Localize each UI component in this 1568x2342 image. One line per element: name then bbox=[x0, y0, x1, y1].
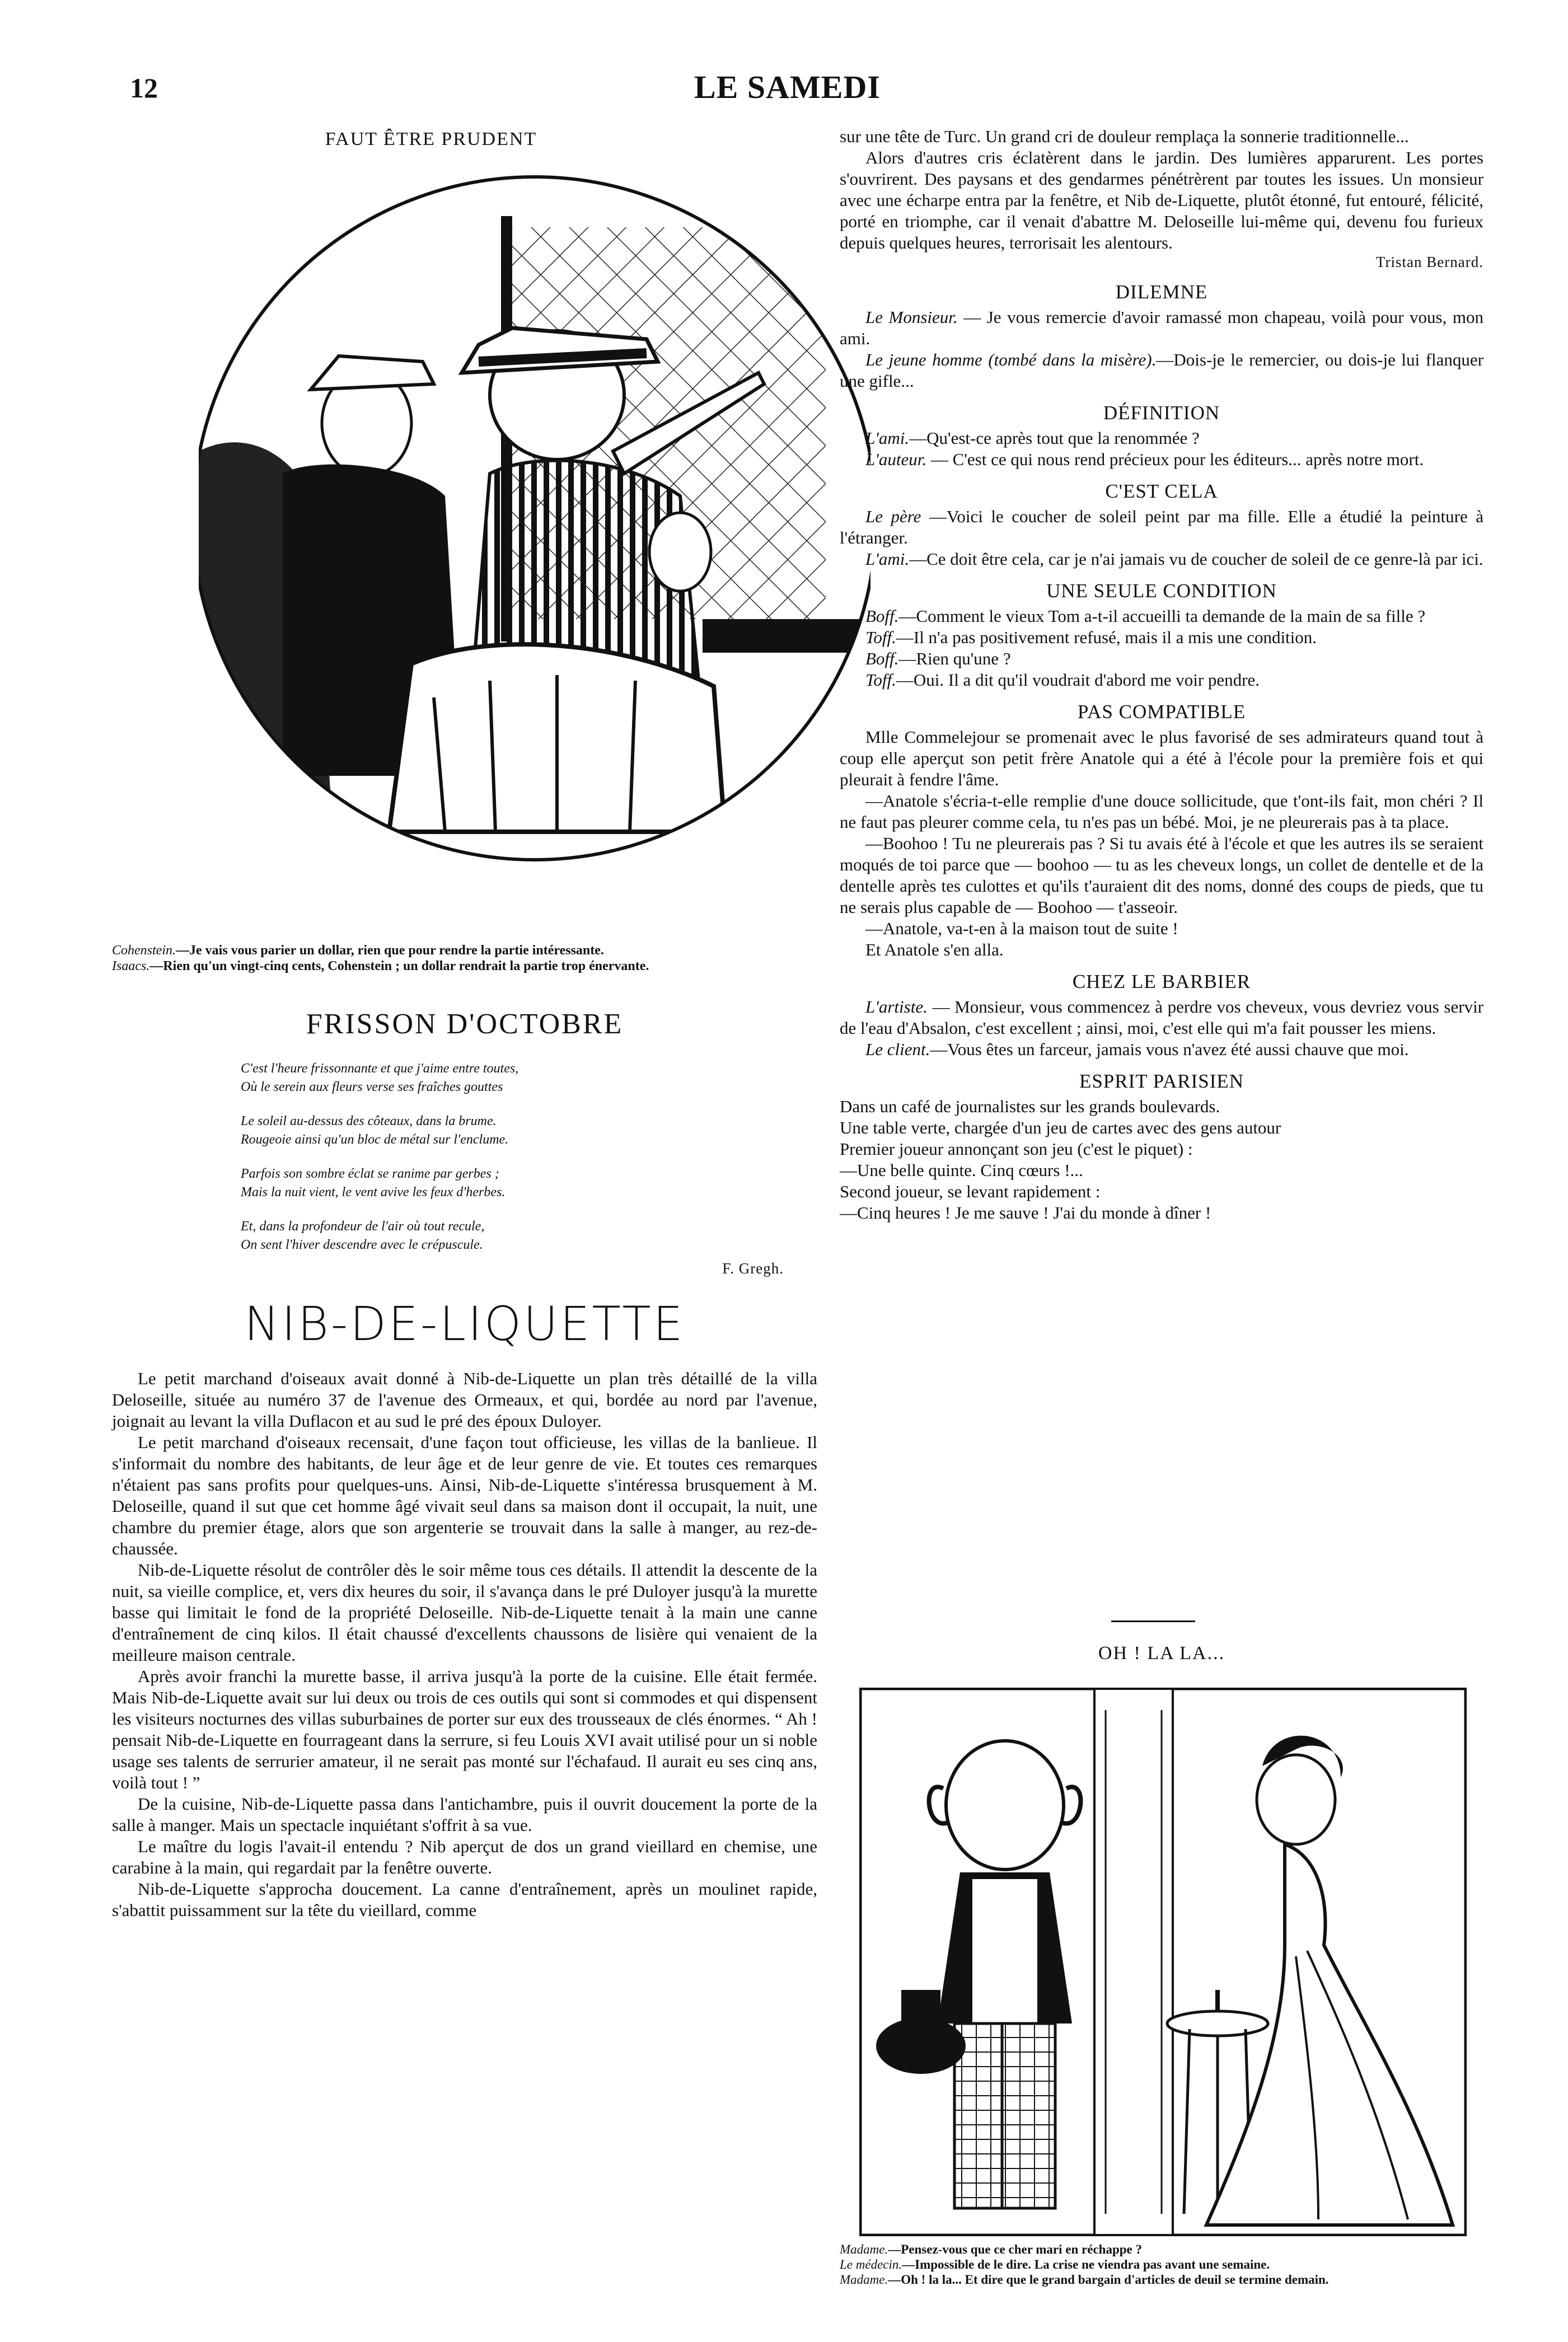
dialogue-line: Toff.—Il n'a pas positivement refusé, mais il a mis une condition. bbox=[865, 627, 1317, 647]
dialogue-line: L'auteur. — C'est ce qui nous rend précieux pour les éditeurs... après notre mort. bbox=[865, 449, 1424, 469]
poem-line: On sent l'hiver descendre avec le crépuscule. bbox=[241, 1238, 483, 1252]
poem bbox=[112, 1060, 817, 1254]
poem-line: Et, dans la profondeur de l'air où tout recule, bbox=[241, 1219, 485, 1234]
poem-author: F. Gregh. bbox=[722, 1260, 784, 1277]
caption-line-1: Madame.—Pensez-vous que ce cher mari en réchappe ? bbox=[840, 2242, 1142, 2256]
separator-rule bbox=[1111, 1620, 1195, 1622]
dialogue-line: L'ami.—Ce doit être cela, car je n'ai jamais vu de coucher de soleil de ce genre-là par ici. bbox=[865, 549, 1483, 569]
caption-line-2: Isaacs.—Rien qu'un vingt-cinq cents, Cohenstein ; un dollar rendrait la partie trop énervante. bbox=[112, 959, 649, 973]
dialogue-line: Boff.—Comment le vieux Tom a-t-il accueilli ta demande de la main de sa fille ? bbox=[865, 606, 1426, 626]
text-line: —Une belle quinte. Cinq cœurs !... bbox=[840, 1160, 1083, 1180]
caption-line-3: Madame.—Oh ! la la... Et dire que le grand bargain d'articles de deuil se termine demain. bbox=[840, 2273, 1329, 2287]
masthead-title: LE SAMEDI bbox=[694, 69, 881, 105]
cartoon2-title: OH ! LA LA... bbox=[1098, 1643, 1225, 1664]
story-continued-paragraph: sur une tête de Turc. Un grand cri de douleur remplaça la sonnerie traditionnelle... bbox=[840, 127, 1409, 146]
story-paragraph: Le petit marchand d'oiseaux avait donné à Nib-de-Liquette un plan très détaillé de la villa Deloseille, située au numéro 37 de l'avenue des Ormeaux, et qui, bordée au nord par l'avenue, joignait au levant la villa Duflacon et au sud le pré des époux Duloyer. bbox=[112, 1369, 817, 1431]
section-title-chez-le-barbier: CHEZ LE BARBIER bbox=[1072, 971, 1251, 992]
section-title-definition: DÉFINITION bbox=[1103, 402, 1220, 424]
poem-title: FRISSON D'OCTOBRE bbox=[306, 1008, 624, 1040]
poem-line: Rougeoie ainsi qu'un bloc de métal sur l'enclume. bbox=[241, 1132, 509, 1147]
poem-stanza-gap bbox=[241, 1149, 817, 1165]
cartoon2-caption bbox=[840, 2242, 1483, 2287]
cartoon-illustration bbox=[199, 160, 870, 933]
section-title-pas-compatible: PAS COMPATIBLE bbox=[1077, 701, 1246, 723]
left-column bbox=[112, 129, 817, 1921]
section-title-dilemne: DILEMNE bbox=[1115, 281, 1208, 303]
section-title-esprit-parisien: ESPRIT PARISIEN bbox=[1079, 1070, 1244, 1092]
story-paragraph: Le petit marchand d'oiseaux recensait, d'une façon tout officieuse, les villas de la banlieue. Il s'informait du nombre des habitants, de leur âge et de leur genre de vie. Et toutes ces remarques n'étaient pas sans profits pour quelques-uns. Ainsi, Nib-de-Liquette s'intéressa brusquement à M. Deloseille, quand il sut que cet homme âgé vivait seul dans sa maison dont il occupait, la nuit, une chambre du premier étage, alors que son argenterie se trouvait dans la salle à manger, au rez-de-chaussée. bbox=[112, 1432, 817, 1558]
dialogue-line: L'ami.—Qu'est-ce après tout que la renommée ? bbox=[865, 428, 1200, 448]
dialogue-line: Le Monsieur. — Je vous remercie d'avoir ramassé mon chapeau, voilà pour vous, mon ami. bbox=[840, 307, 1483, 348]
dialogue-line: Le jeune homme (tombé dans la misère).—Dois-je le remercier, ou dois-je lui flanquer une gifle... bbox=[840, 350, 1483, 391]
poem-line: Le soleil au-dessus des côteaux, dans la brume. bbox=[241, 1114, 497, 1128]
card-players-drawing bbox=[199, 160, 870, 933]
text-line: Une table verte, chargée d'un jeu de cartes avec des gens autour bbox=[840, 1118, 1281, 1137]
story-paragraph: Le maître du logis l'avait-il entendu ? Nib aperçut de dos un grand vieillard en chemise, une carabine à la main, qui regardait par la fenêtre ouverte. bbox=[112, 1837, 817, 1877]
story-paragraph: Nib-de-Liquette résolut de contrôler dès le soir même tous ces détails. Il attendit la descente de la nuit, sa vieille complice, et, vers dix heures du soir, il s'avança dans le pré Duloyer jusqu'à la murette basse qui limitait le fond de la propriété Deloseille. Nib-de-Liquette tenait à la main une canne d'entraînement de cinq kilos. Il était chaussé d'excellents chaussons de lisière qui venaient de la meilleure maison centrale. bbox=[112, 1560, 817, 1665]
story-continued-paragraph: Alors d'autres cris éclatèrent dans le jardin. Des lumières apparurent. Les portes s'ouvrirent. Des paysans et des gendarmes pénétrèrent par toutes les issues. Un monsieur avec une écharpe entra par la fenêtre, et Nib de-Liquette, plutôt étonné, fut entouré, félicité, porté en triomphe, car il venait d'abattre M. Deloseille lui-même qui, devenu fou furieux depuis quelques heures, terrorisait les alentours. bbox=[840, 148, 1483, 252]
dialogue-line: Le client.—Vous êtes un farceur, jamais vous n'avez été aussi chauve que moi. bbox=[865, 1039, 1409, 1059]
right-column bbox=[840, 126, 1483, 1224]
text-line: Premier joueur annonçant son jeu (c'est le piquet) : bbox=[840, 1139, 1193, 1159]
doctor-and-widow-drawing bbox=[859, 1688, 1467, 2236]
story-title: NIB-DE-LIQUETTE bbox=[244, 1296, 685, 1351]
story-paragraph: Nib-de-Liquette s'approcha doucement. La canne d'entraînement, après un moulinet rapide, s'abattit puissamment sur la tête du vieillard, comme bbox=[112, 1879, 817, 1920]
text-line: Dans un café de journalistes sur les grands boulevards. bbox=[840, 1097, 1220, 1116]
poem-line: Parfois son sombre éclat se ranime par gerbes ; bbox=[241, 1167, 499, 1181]
cartoon-title: FAUT ÊTRE PRUDENT bbox=[325, 129, 537, 149]
dialogue-line: L'artiste. — Monsieur, vous commencez à perdre vos cheveux, vous devriez vous servir de l'eau d'Absalon, c'est excellent ; ainsi, moi, c'est elle qui m'a fait pousser les miens. bbox=[840, 997, 1483, 1038]
story-paragraph: Après avoir franchi la murette basse, il arriva jusqu'à la porte de la cuisine. Elle était fermée. Mais Nib-de-Liquette avait sur lui deux ou trois de ces outils qui sont si commodes et qui dispensent les visiteurs nocturnes des villas suburbaines de porter sur eux des trousseaux de clés énormes. “ Ah ! pensait Nib-de-Liquette en fourrageant dans la serrure, si feu Louis XVI avait utilisé pour un si noble usage ses talents de serrurier amateur, il ne serait pas monté sur l'échafaud. Il aurait eu ses cinq ans, voilà tout ! ” bbox=[112, 1666, 817, 1792]
poem-stanza-gap bbox=[241, 1202, 817, 1217]
story-paragraph: —Anatole, va-t-en à la maison tout de suite ! bbox=[865, 919, 1178, 938]
cartoon2-illustration bbox=[859, 1688, 1467, 2236]
caption-line-2: Le médecin.—Impossible de le dire. La crise ne viendra pas avant une semaine. bbox=[840, 2257, 1270, 2271]
dialogue-line: Toff.—Oui. Il a dit qu'il voudrait d'abord me voir pendre. bbox=[865, 670, 1260, 690]
section-title-cest-cela: C'EST CELA bbox=[1105, 480, 1218, 502]
caption-line-1: Cohenstein.—Je vais vous parier un dollar, rien que pour rendre la partie intéressante. bbox=[112, 943, 604, 958]
story-paragraph: —Boohoo ! Tu ne pleurerais pas ? Si tu avais été à l'école et que les autres ils se seraient moqués de toi parce que — boohoo — tu as les cheveux longs, un collet de dentelle et de la dentelle après tes culottes et qu'ils t'auraient dit des noms, donné des coups de pieds, que tu ne serais plus capable de — Boohoo — t'asseoir. bbox=[840, 833, 1483, 917]
story-paragraph: Mlle Commelejour se promenait avec le plus favorisé de ses admirateurs quand tout à coup elle aperçut son petit frère Anatole qui a été à l'école pour la première fois et qui pleurait à fendre l'âme. bbox=[840, 727, 1483, 789]
dialogue-line: Boff.—Rien qu'une ? bbox=[865, 649, 1011, 668]
dialogue-line: Le père —Voici le coucher de soleil peint par ma fille. Elle a étudié la peinture à l'étranger. bbox=[840, 507, 1483, 547]
page-number: 12 bbox=[130, 72, 158, 104]
poem-line: Mais la nuit vient, le vent avive les feux d'herbes. bbox=[241, 1185, 505, 1200]
story-body bbox=[112, 1368, 817, 1921]
poem-stanza-gap bbox=[241, 1097, 817, 1112]
story-author: Tristan Bernard. bbox=[1376, 254, 1483, 270]
text-line: Second joueur, se levant rapidement : bbox=[840, 1182, 1101, 1201]
section-title-une-seule-condition: UNE SEULE CONDITION bbox=[1046, 580, 1277, 602]
story-paragraph: Et Anatole s'en alla. bbox=[865, 940, 1004, 959]
poem-line: Où le serein aux fleurs verse ses fraîches gouttes bbox=[241, 1080, 503, 1094]
story-paragraph: —Anatole s'écria-t-elle remplie d'une douce sollicitude, que t'ont-ils fait, mon chéri ? Il ne faut pas pleurer comme cela, tu n'es pas un bébé. Moi, je ne pleurerais pas à ta place. bbox=[840, 791, 1483, 832]
poem-line: C'est l'heure frissonnante et que j'aime entre toutes, bbox=[241, 1061, 519, 1076]
text-line: —Cinq heures ! Je me sauve ! J'ai du monde à dîner ! bbox=[840, 1203, 1211, 1222]
story-paragraph: De la cuisine, Nib-de-Liquette passa dans l'antichambre, puis il ouvrit doucement la porte de la salle à manger. Mais un spectacle inquiétant s'offrit à sa vue. bbox=[112, 1794, 817, 1835]
cartoon-caption bbox=[112, 943, 817, 974]
